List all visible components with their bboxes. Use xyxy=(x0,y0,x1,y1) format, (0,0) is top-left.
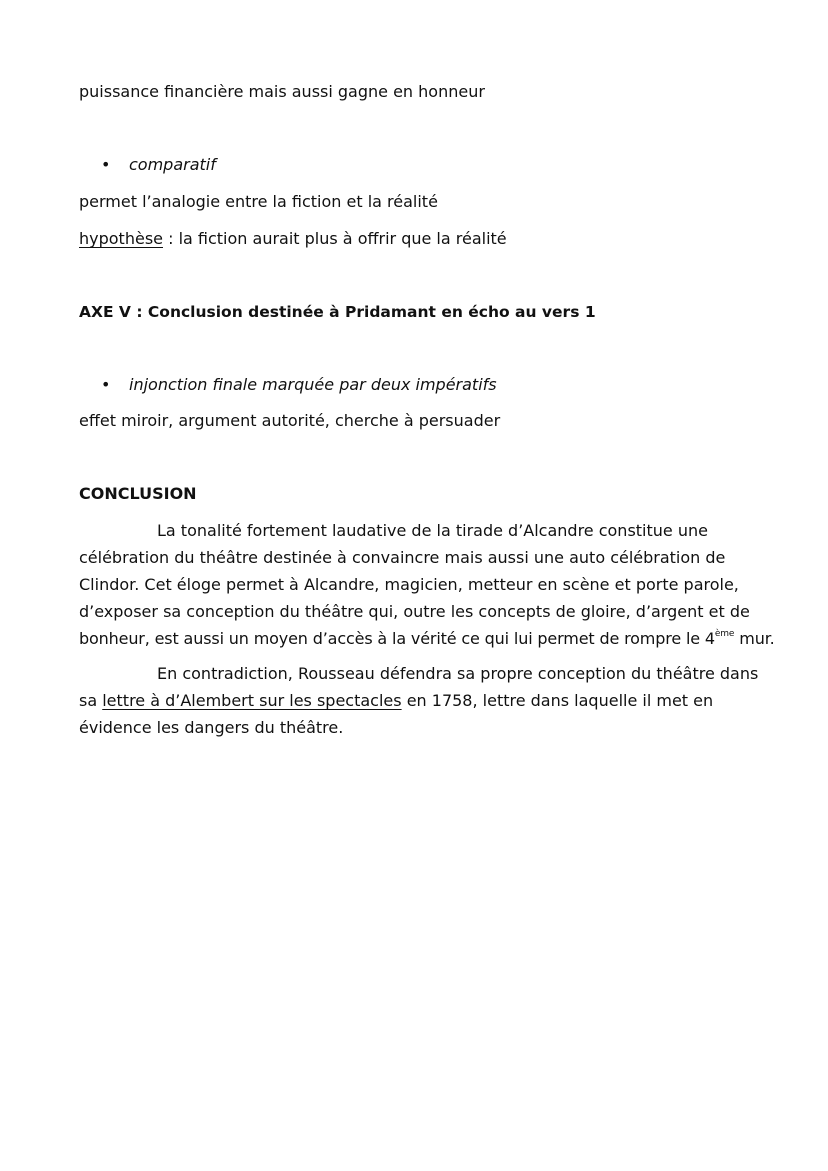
section-heading-conclusion: CONCLUSION xyxy=(79,484,197,503)
hypothese-term: hypothèse xyxy=(79,229,163,248)
paragraph-2-line-1: En contradiction, Rousseau défendra sa propre conception du théâtre dans xyxy=(157,664,759,683)
paragraph-1-line-5-end: mur. xyxy=(734,629,775,648)
paragraph-2-line-2-start: sa xyxy=(79,691,103,710)
bullet-item-comparatif: comparatif xyxy=(129,155,216,174)
paragraph-2-line-3: évidence les dangers du théâtre. xyxy=(79,718,344,737)
work-title-lettre-alembert: lettre à d’Alembert sur les spectacles xyxy=(102,691,402,710)
paragraph-1-line-5 xyxy=(79,629,775,649)
paragraph-1-line-4: d’exposer sa conception du théâtre qui, outre les concepts de gloire, d’argent et de xyxy=(79,602,750,621)
text-line-analogie: permet l’analogie entre la fiction et la réalité xyxy=(79,192,438,211)
bullet-icon: • xyxy=(101,155,111,174)
paragraph-1-line-5-text: bonheur, est aussi un moyen d’accès à la vérité ce qui lui permet de rompre le 4 xyxy=(79,629,715,648)
paragraph-1-line-1: La tonalité fortement laudative de la tirade d’Alcandre constitue une xyxy=(157,521,708,540)
text-line-hypothese xyxy=(79,229,507,249)
paragraph-2-line-2 xyxy=(79,691,713,711)
bullet-item-injonction: injonction finale marquée par deux impératifs xyxy=(129,375,497,394)
section-heading-axe-v: AXE V : Conclusion destinée à Pridamant en écho au vers 1 xyxy=(79,303,596,321)
paragraph-2-line-2-end: en 1758, lettre dans laquelle il met en xyxy=(401,691,714,710)
text-line-financiere: puissance financière mais aussi gagne en honneur xyxy=(79,82,485,101)
paragraph-1-line-3: Clindor. Cet éloge permet à Alcandre, magicien, metteur en scène et porte parole, xyxy=(79,575,739,594)
text-line-effet: effet miroir, argument autorité, cherche à persuader xyxy=(79,411,501,430)
ordinal-superscript: ème xyxy=(714,628,735,639)
paragraph-1-line-2: célébration du théâtre destinée à convaincre mais aussi une auto célébration de xyxy=(79,548,726,567)
hypothese-rest: : la fiction aurait plus à offrir que la réalité xyxy=(163,229,507,248)
bullet-icon: • xyxy=(101,375,111,394)
